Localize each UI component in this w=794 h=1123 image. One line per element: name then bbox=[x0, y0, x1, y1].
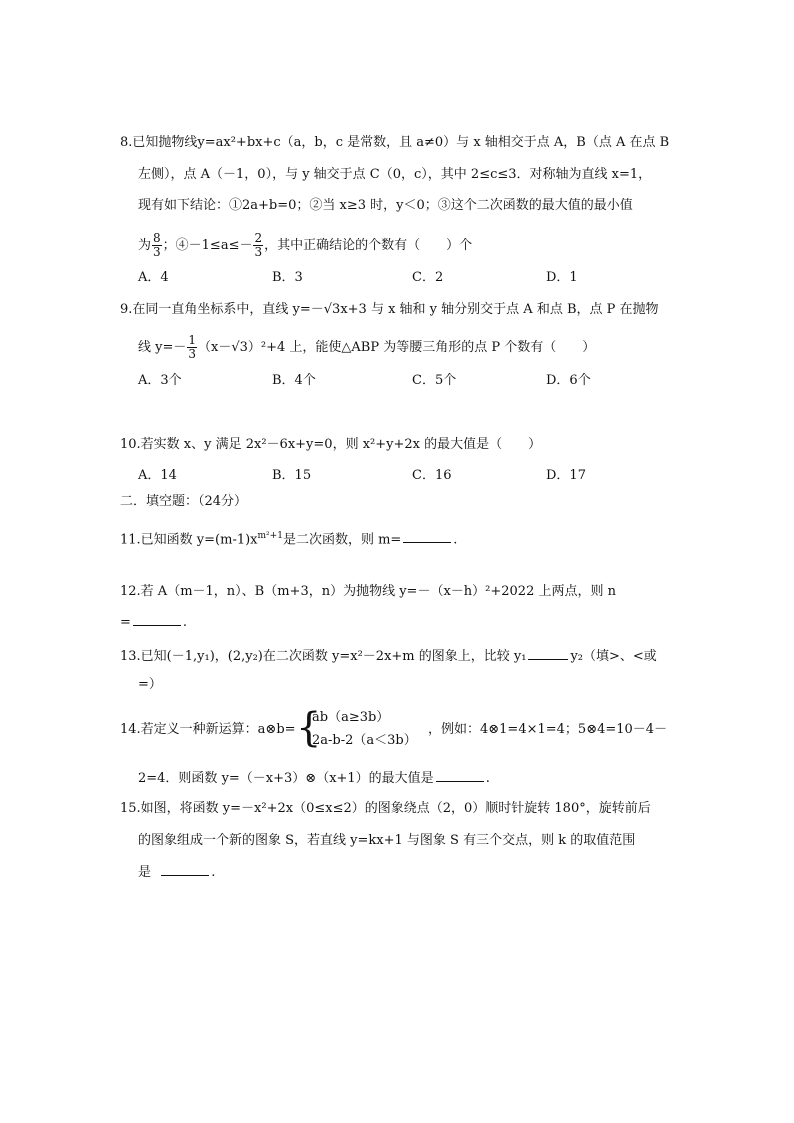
q10-option-b[interactable]: B．15 bbox=[272, 468, 312, 483]
q8-option-c[interactable]: C．2 bbox=[412, 270, 444, 285]
q8-fraction-8-3 bbox=[152, 232, 162, 259]
q9-line1: 9.在同一直角坐标系中，直线 y=－√3x+3 与 x 轴和 y 轴分别交于点 A 和点 B，点 P 在抛物 bbox=[120, 302, 659, 317]
q9-option-c[interactable]: C．5个 bbox=[412, 373, 457, 388]
q9-line2 bbox=[138, 334, 595, 361]
q8-line3: 现有如下结论：①2a+b=0；②当 x≥3 时，y＜0；③这个二次函数的最大值的最小值 bbox=[138, 198, 633, 213]
q9-line2-post: （x－√3）²+4 上，能使△ABP 为等腰三角形的点 P 个数有（ ） bbox=[198, 340, 596, 355]
q9-frac-num: 1 bbox=[188, 333, 197, 347]
q15-line3 bbox=[138, 861, 215, 883]
q9-option-b[interactable]: B．4个 bbox=[272, 373, 316, 388]
q8-line4 bbox=[138, 232, 472, 259]
q8-line1: 8.已知抛物线y=ax²+bx+c（a，b，c 是常数，且 a≠0）与 x 轴相交于点 A，B（点 A 在点 B bbox=[120, 135, 670, 150]
q14-case1: ab（a≥3b） bbox=[312, 710, 390, 725]
q11-end: . bbox=[453, 532, 458, 548]
q11-post: 是二次函数，则 m= bbox=[282, 532, 402, 548]
q12-end: . bbox=[182, 615, 188, 630]
q8-frac1-den: 3 bbox=[153, 245, 161, 259]
q8-frac2-den: 3 bbox=[254, 245, 263, 259]
q8-frac1-num: 8 bbox=[153, 231, 161, 245]
q12-line1: 12.若 A（m－1，n）、B（m+3，n）为抛物线 y=－（x－h）²+2022 上两点，则 n bbox=[120, 584, 616, 599]
q15-line2: 的图象组成一个新的图象 S，若直线 y=kx+1 与图象 S 有三个交点，则 k 的取值范围 bbox=[138, 833, 636, 848]
q11-exponent: m²+1 bbox=[257, 531, 283, 541]
q9-line2-pre: 线 y=－ bbox=[138, 340, 187, 355]
q14-pre: 14.若定义一种新运算：a⊗b= bbox=[120, 722, 296, 737]
section-heading-fill-in: 二．填空题：（24分） bbox=[120, 494, 248, 509]
q8-option-a[interactable]: A．4 bbox=[138, 270, 169, 285]
q11-pre: 11.已知函数 y=(m-1)x bbox=[120, 532, 258, 548]
q8-frac2-num: 2 bbox=[254, 231, 263, 245]
q12-answer-blank[interactable] bbox=[133, 611, 181, 626]
q9-frac-den: 3 bbox=[188, 347, 197, 361]
q15-end: . bbox=[211, 865, 216, 880]
q8-fraction-2-3 bbox=[253, 232, 263, 259]
q8-option-d[interactable]: D．1 bbox=[546, 270, 578, 285]
q14-brace: { bbox=[296, 705, 322, 751]
q10-option-c[interactable]: C．16 bbox=[412, 468, 452, 483]
q10-option-a[interactable]: A．14 bbox=[138, 468, 177, 483]
q14-line2 bbox=[138, 767, 490, 789]
q13-line2: =） bbox=[138, 677, 162, 692]
q8-line4-pre: 为 bbox=[138, 238, 152, 253]
q14-post: ，例如：4⊗1=4×1=4；5⊗4=10－4－ bbox=[428, 722, 668, 737]
q8-line4-post: ，其中正确结论的个数有（ ）个 bbox=[264, 238, 473, 253]
q13-line1-pre: 13.已知(－1,y₁)，(2,y₂)在二次函数 y=x²－2x+m 的图象上，比较 y₁ bbox=[120, 649, 527, 664]
q11-answer-blank[interactable] bbox=[403, 528, 451, 543]
q15-answer-blank[interactable] bbox=[161, 861, 209, 876]
q14-end: . bbox=[485, 771, 490, 786]
q13-answer-blank[interactable] bbox=[528, 645, 568, 660]
q11-line bbox=[120, 526, 457, 550]
q9-fraction-1-3 bbox=[187, 334, 197, 361]
q8-line4-mid: ；④－1≤a≤－ bbox=[162, 238, 253, 253]
q14-case2: 2a-b-2（a＜3b） bbox=[312, 733, 417, 748]
q15-line1: 15.如图，将函数 y=－x²+2x（0≤x≤2）的图象绕点（2，0）顺时针旋转 180°，旋转前后 bbox=[120, 801, 651, 816]
q12-line2 bbox=[120, 611, 187, 633]
q9-option-a[interactable]: A．3个 bbox=[138, 373, 182, 388]
q14-line2-pre: 2=4．则函数 y=（－x+3）⊗（x+1）的最大值是 bbox=[138, 771, 434, 786]
q12-line2-pre: = bbox=[120, 615, 131, 630]
q9-option-d[interactable]: D．6个 bbox=[546, 373, 591, 388]
q14-answer-blank[interactable] bbox=[436, 767, 484, 782]
q13-line1 bbox=[120, 645, 657, 667]
q8-line2: 左侧），点 A（－1，0），与 y 轴交于点 C（0，c），其中 2≤c≤3．对称轴为直线 x=1， bbox=[138, 167, 652, 182]
q10-option-d[interactable]: D．17 bbox=[546, 468, 586, 483]
q10-line1: 10.若实数 x、y 满足 2x²－6x+y=0，则 x²+y+2x 的最大值是（ ） bbox=[120, 437, 542, 452]
q8-option-b[interactable]: B．3 bbox=[272, 270, 303, 285]
q13-line1-post: y₂（填>、<或 bbox=[570, 649, 657, 664]
q15-line3-pre: 是 bbox=[138, 865, 152, 880]
